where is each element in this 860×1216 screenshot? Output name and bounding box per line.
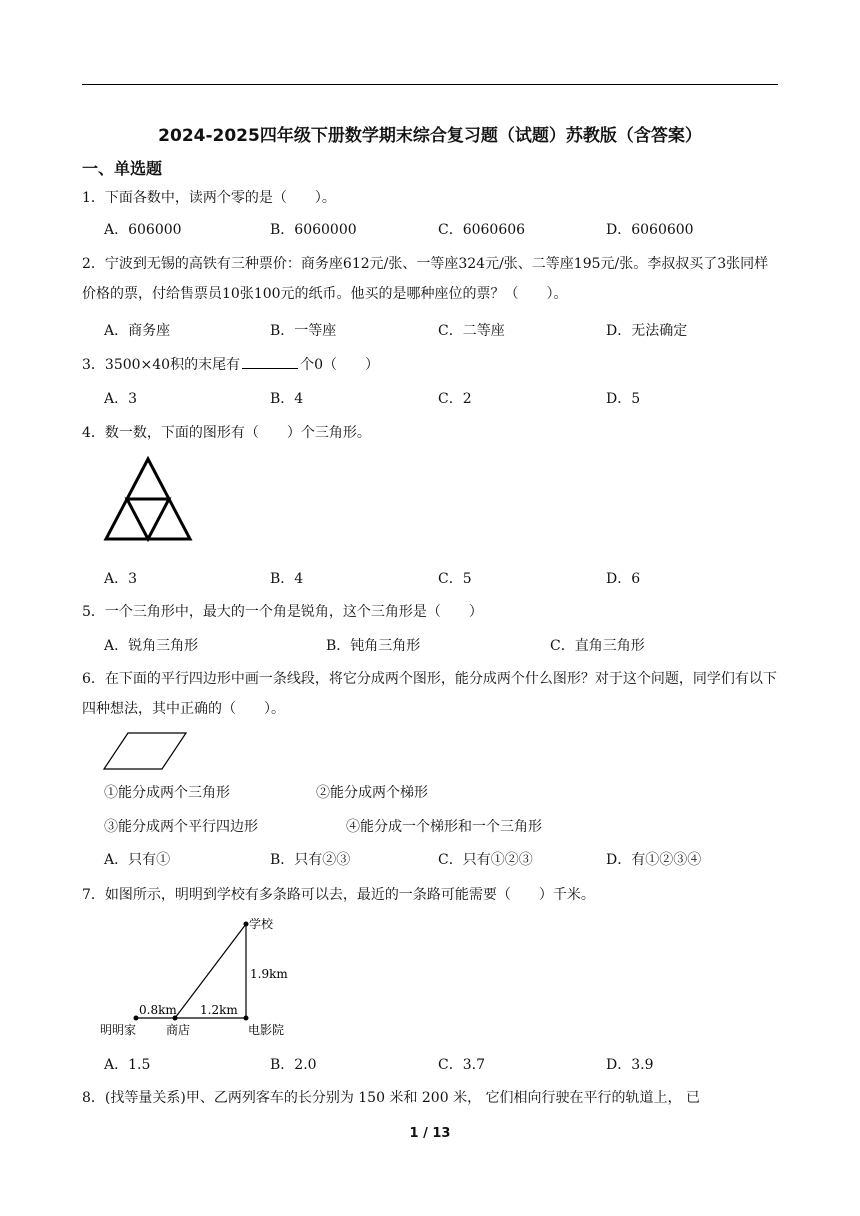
- q1-option-a: A．606000: [104, 222, 182, 238]
- question-1: 1．下面各数中，读两个零的是（ ）。: [82, 190, 336, 206]
- q1-option-c: C．6060606: [438, 222, 526, 238]
- q7-option-c: C．3.7: [438, 1057, 485, 1073]
- q2-option-c: C．二等座: [438, 323, 505, 339]
- q2-option-b: B．一等座: [270, 323, 337, 339]
- q2-option-a: A．商务座: [104, 323, 171, 339]
- header-rule: [82, 84, 778, 85]
- q3-option-b: B．4: [270, 391, 304, 407]
- question-3: [82, 354, 379, 374]
- question-4: 4．数一数，下面的图形有（ ）个三角形。: [82, 425, 371, 441]
- q7-option-a: A．1.5: [104, 1057, 151, 1073]
- parallelogram-figure: [102, 731, 188, 771]
- question-7: 7．如图所示，明明到学校有多条路可以去，最近的一条路可能需要（ ）千米。: [82, 887, 595, 903]
- page-title: 2024-2025四年级下册数学期末综合复习题（试题）苏教版（含答案）: [158, 126, 702, 146]
- question-6: 6．在下面的平行四边形中画一条线段，将它分成两个图形，能分成两个什么图形？对于这个问题，同学们有以下四种想法，其中正确的（ ）。: [82, 671, 777, 717]
- q4-option-c: C．5: [438, 571, 472, 587]
- q3-option-d: D．5: [606, 391, 641, 407]
- q6-idea-2: ②能分成两个梯形: [316, 785, 428, 801]
- q6-idea-3: ③能分成两个平行四边形: [104, 819, 258, 835]
- q3-text-post: 个0（ ）: [300, 357, 380, 373]
- q5-option-b: B．钝角三角形: [326, 638, 421, 654]
- q5-option-a: A．锐角三角形: [104, 638, 199, 654]
- label-cinema: 电影院: [248, 1023, 285, 1037]
- triangle-figure: [100, 455, 196, 545]
- question-8: 8．(找等量关系)甲、乙两列客车的长分别为 150 米和 200 米， 它们相向行驶在平行的轨道上， 已: [82, 1090, 700, 1106]
- label-shop: 商店: [166, 1023, 191, 1037]
- q6-option-d: D．有①②③④: [606, 852, 702, 868]
- route-diagram: [96, 910, 306, 1040]
- q6-option-a: A．只有①: [104, 852, 171, 868]
- label-d1: 0.8km: [139, 1003, 177, 1017]
- page-number: 1 / 13: [409, 1126, 451, 1141]
- label-school: 学校: [249, 917, 274, 931]
- q4-option-b: B．4: [270, 571, 304, 587]
- q6-idea-4: ④能分成一个梯形和一个三角形: [346, 819, 542, 835]
- q7-option-b: B．2.0: [270, 1057, 317, 1073]
- q6-idea-1: ①能分成两个三角形: [104, 785, 230, 801]
- label-d3: 1.9km: [250, 967, 288, 981]
- question-2: 2．宁波到无锡的高铁有三种票价：商务座612元/张、一等座324元/张、二等座195元/张。李叔叔买了3张同样价格的票，付给售票员10张100元的纸币。他买的是哪种座位的票？（ ）。: [82, 256, 769, 302]
- q3-blank: [242, 354, 298, 369]
- q4-option-d: D．6: [606, 571, 641, 587]
- q5-option-c: C．直角三角形: [550, 638, 645, 654]
- section-heading: 一、单选题: [82, 159, 163, 178]
- q2-option-d: D．无法确定: [606, 323, 688, 339]
- q3-option-a: A．3: [104, 391, 138, 407]
- label-home: 明明家: [100, 1023, 137, 1037]
- q4-option-a: A．3: [104, 571, 138, 587]
- q6-option-b: B．只有②③: [270, 852, 351, 868]
- q1-option-b: B．6060000: [270, 222, 357, 238]
- q6-option-c: C．只有①②③: [438, 852, 533, 868]
- q7-option-d: D．3.9: [606, 1057, 654, 1073]
- q3-text-pre: 3．3500×40积的末尾有: [82, 357, 241, 373]
- label-d2: 1.2km: [200, 1003, 238, 1017]
- question-5: 5．一个三角形中，最大的一个角是锐角，这个三角形是（ ）: [82, 604, 483, 620]
- q3-option-c: C．2: [438, 391, 472, 407]
- q1-option-d: D．6060600: [606, 222, 694, 238]
